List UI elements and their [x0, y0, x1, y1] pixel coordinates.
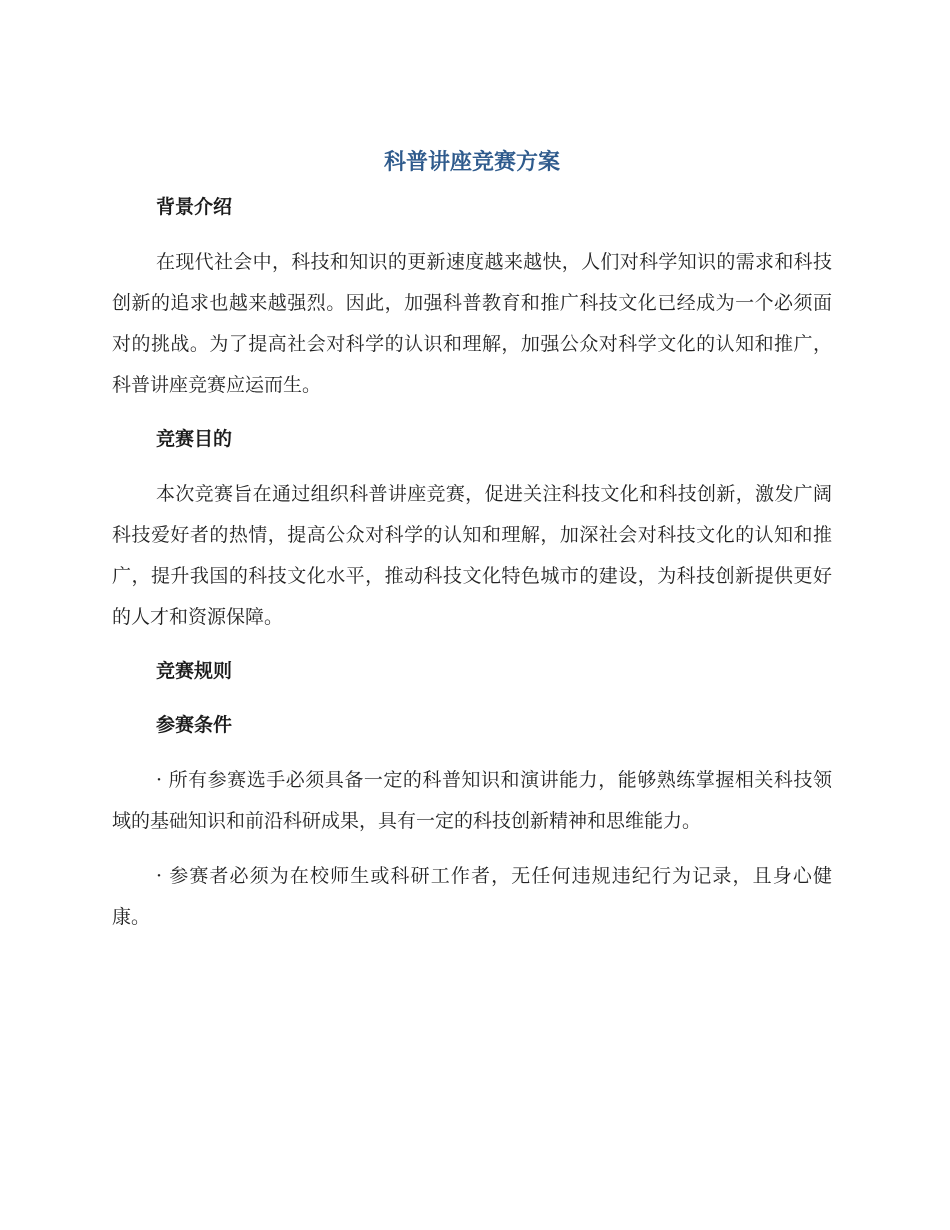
document-title: 科普讲座竞赛方案: [383, 150, 560, 175]
paragraph-background: 在现代社会中，科技和知识的更新速度越来越快，人们对科学知识的需求和科技创新的追求也越来越强烈。因此，加强科普教育和推广科技文化已经成为一个必须面对的挑战。为了提高社会对科学的认识和理解，加强公众对科学文化的认知和推广，科普讲座竞赛应运而生。: [112, 251, 832, 396]
document-body: [112, 138, 832, 938]
condition-item: · 参赛者必须为在校师生或科研工作者，无任何违规违纪行为记录，且身心健康。: [112, 865, 832, 928]
heading-rules: 竞赛规则: [156, 660, 233, 682]
paragraph-purpose: 本次竞赛旨在通过组织科普讲座竞赛，促进关注科技文化和科技创新，激发广阔科技爱好者的热情，提高公众对科学的认知和理解，加深社会对科技文化的认知和推广，提升我国的科技文化水平，推动科技文化特色城市的建设，为科技创新提供更好的人才和资源保障。: [112, 483, 832, 628]
heading-purpose: 竞赛目的: [156, 428, 233, 450]
heading-conditions: 参赛条件: [156, 714, 233, 736]
condition-item: · 所有参赛选手必须具备一定的科普知识和演讲能力，能够熟练掌握相关科技领域的基础知识和前沿科研成果，具有一定的科技创新精神和思维能力。: [112, 769, 832, 832]
heading-background: 背景介绍: [156, 196, 233, 218]
